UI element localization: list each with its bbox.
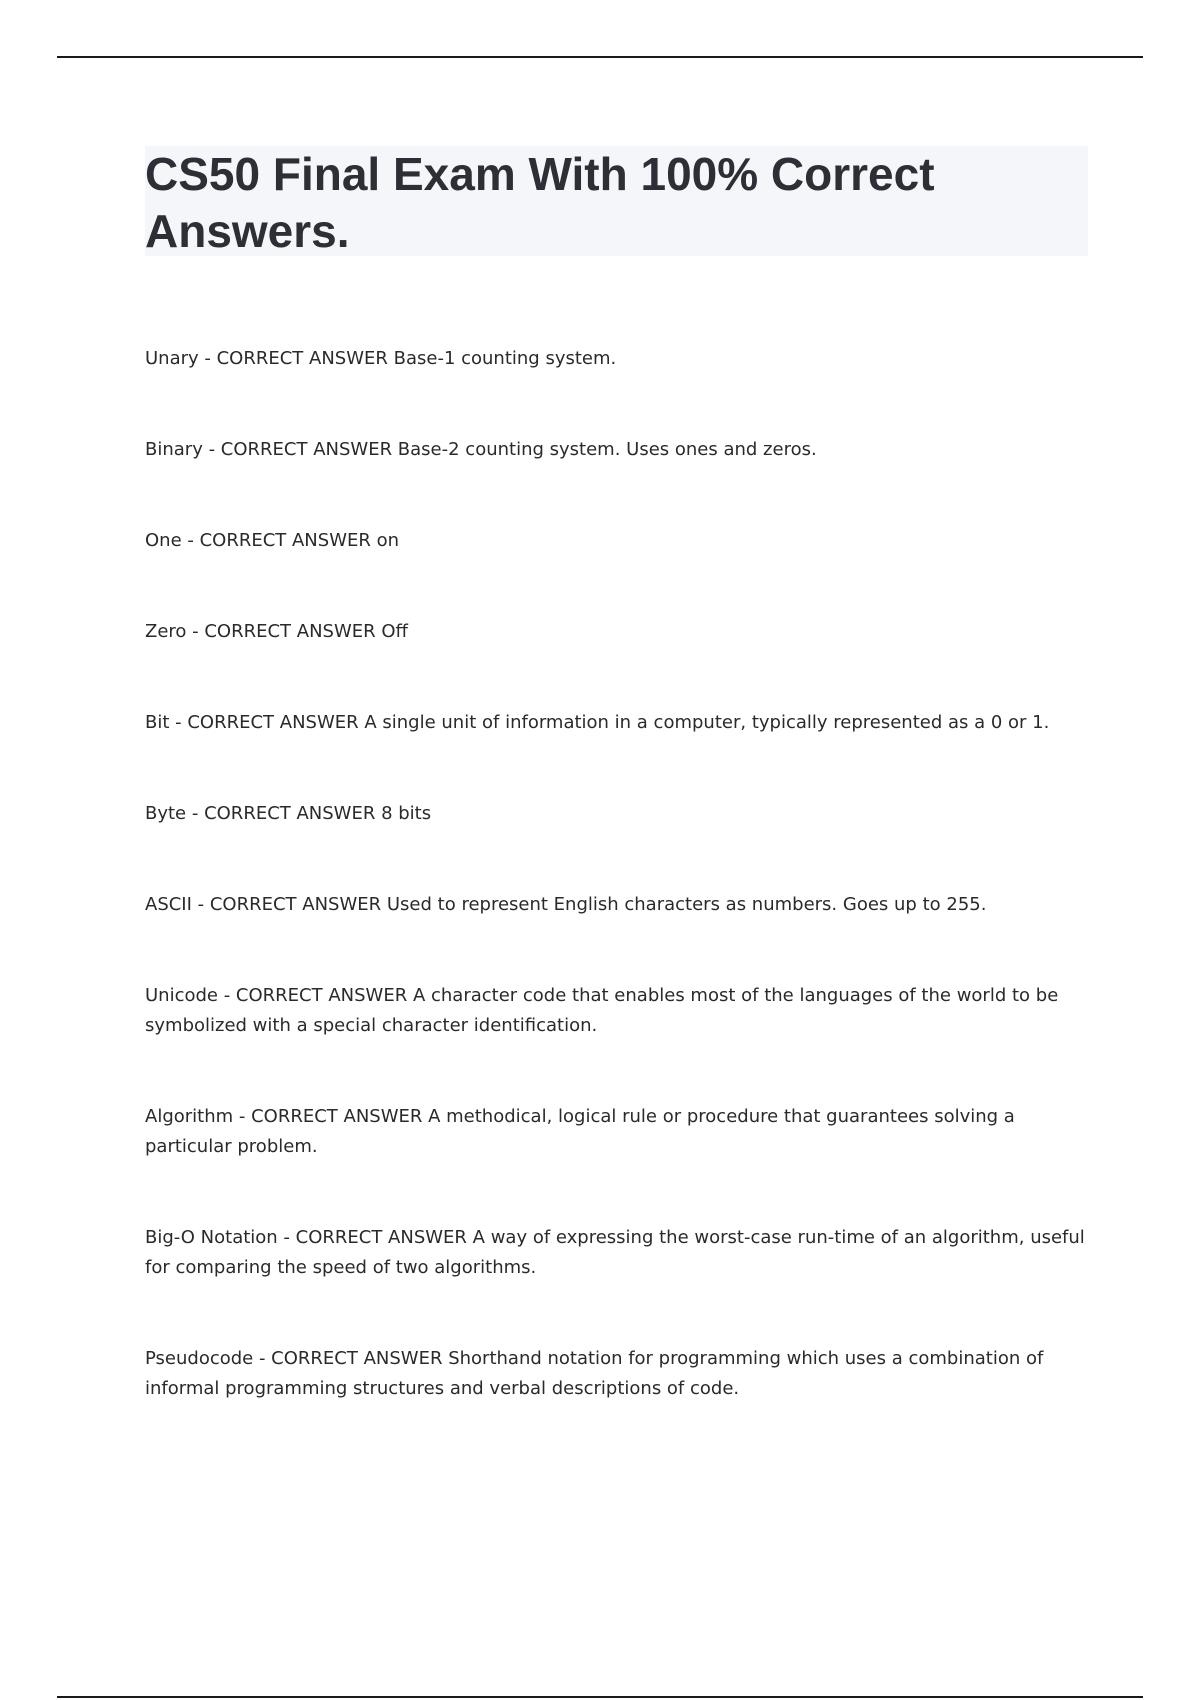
top-divider bbox=[57, 56, 1143, 58]
qa-entry-ascii: ASCII - CORRECT ANSWER Used to represent English characters as numbers. Goes up to 255. bbox=[145, 894, 987, 915]
qa-entry-big-o-notation: Big-O Notation - CORRECT ANSWER A way of expressing the worst-case run-time of an algorithm, useful for comparing the speed of two algorithms. bbox=[145, 1227, 1085, 1278]
qa-entry-unary: Unary - CORRECT ANSWER Base-1 counting system. bbox=[145, 348, 617, 369]
bottom-divider bbox=[57, 1696, 1143, 1698]
qa-entry-bit: Bit - CORRECT ANSWER A single unit of information in a computer, typically represented as a 0 or 1. bbox=[145, 712, 1050, 733]
qa-entry-unicode: Unicode - CORRECT ANSWER A character code that enables most of the languages of the world to be symbolized with a special character identification. bbox=[145, 985, 1059, 1036]
qa-entry-one: One - CORRECT ANSWER on bbox=[145, 530, 400, 551]
qa-entry-algorithm: Algorithm - CORRECT ANSWER A methodical, logical rule or procedure that guarantees solving a particular problem. bbox=[145, 1106, 1015, 1157]
title-block bbox=[145, 146, 1088, 256]
page-title: CS50 Final Exam With 100% Correct Answers. bbox=[145, 148, 935, 257]
qa-list bbox=[145, 344, 1090, 1404]
qa-entry-binary: Binary - CORRECT ANSWER Base-2 counting system. Uses ones and zeros. bbox=[145, 439, 817, 460]
qa-entry-pseudocode: Pseudocode - CORRECT ANSWER Shorthand notation for programming which uses a combination of informal programming structures and verbal descriptions of code. bbox=[145, 1348, 1044, 1399]
qa-entry-byte: Byte - CORRECT ANSWER 8 bits bbox=[145, 803, 432, 824]
qa-entry-zero: Zero - CORRECT ANSWER Off bbox=[145, 621, 408, 642]
